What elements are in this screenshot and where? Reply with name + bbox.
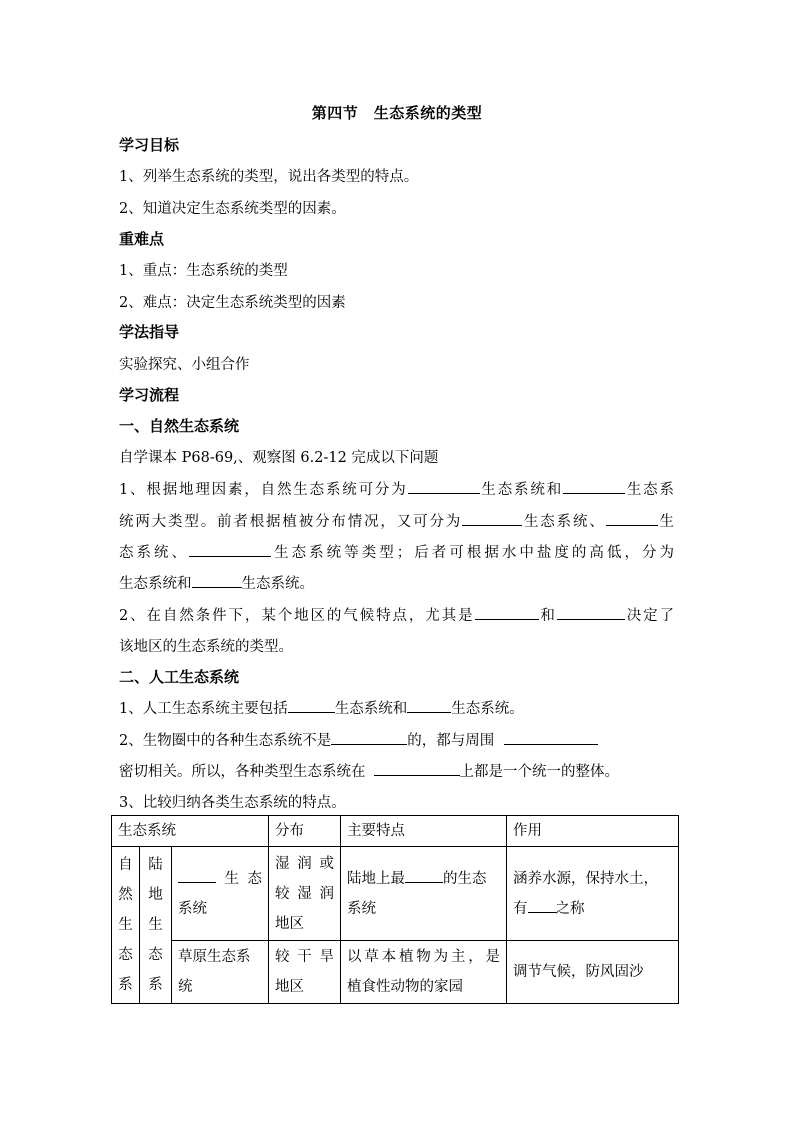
fill-blank[interactable]: [405, 868, 443, 883]
fill-blank[interactable]: [374, 761, 460, 776]
fill-blank[interactable]: [606, 511, 658, 526]
fill-blank[interactable]: [504, 730, 598, 745]
s1-q2-line1: 2、在自然条件下，某个地区的气候特点，尤其是 和 决定了: [119, 604, 674, 625]
fill-blank[interactable]: [189, 542, 271, 557]
s1-q1-line3: 态系统、 生态系统等类型；后者可根据水中盐度的高低，分为: [119, 541, 674, 562]
fill-blank[interactable]: [563, 479, 625, 494]
ecosystem-comparison-table: [111, 815, 679, 1004]
objective-item-1: 1、列举生态系统的类型，说出各类型的特点。: [119, 169, 419, 185]
cell-forest-features: 陆地上最 的生态 系统: [341, 847, 507, 941]
fill-blank[interactable]: [462, 511, 522, 526]
cell-grassland-features: 以草本植物为主，是 植食性动物的家园: [341, 941, 507, 1004]
fill-blank[interactable]: [557, 605, 625, 620]
cell-forest-name: 生态 系统: [172, 847, 269, 941]
key-points-heading: 重难点: [119, 230, 165, 248]
table-row: [112, 847, 679, 941]
fill-blank[interactable]: [528, 898, 556, 913]
section1-heading: 一、自然生态系统: [119, 417, 240, 435]
group-land-ecosystem: 陆 地 生 态 系: [140, 847, 172, 1004]
table-header-row: [112, 816, 679, 847]
header-features: 主要特点: [341, 816, 507, 847]
s2-q1: 1、人工生态系统主要包括 生态系统和 生态系统。: [119, 697, 524, 718]
method-heading: 学法指导: [119, 323, 180, 341]
method-text: 实验探究、小组合作: [119, 357, 250, 373]
fill-blank[interactable]: [192, 573, 242, 588]
cell-grassland-name: 草原生态系 统: [172, 941, 269, 1004]
section1-intro: 自学课本 P68-69,、观察图 6.2-12 完成以下问题: [119, 450, 439, 466]
fill-blank[interactable]: [475, 605, 539, 620]
header-function: 作用: [507, 816, 679, 847]
cell-grassland-distribution: 较干旱 地区: [269, 941, 341, 1004]
fill-blank[interactable]: [407, 698, 451, 713]
fill-blank[interactable]: [288, 698, 335, 713]
cell-grassland-function: 调节气候，防风固沙: [507, 941, 679, 1004]
header-distribution: 分布: [269, 816, 341, 847]
fill-blank[interactable]: [331, 730, 407, 745]
objectives-heading: 学习目标: [119, 136, 180, 154]
process-heading: 学习流程: [119, 386, 180, 404]
s1-q1-line2: 统两大类型。前者根据植被分布情况，又可分为 生态系统、 生: [119, 510, 674, 531]
fill-blank[interactable]: [178, 868, 216, 883]
s1-q2-line2: 该地区的生态系统的类型。: [119, 639, 293, 655]
s2-q3: 3、比较归纳各类生态系统的特点。: [119, 795, 346, 811]
section2-heading: 二、人工生态系统: [119, 668, 240, 686]
header-ecosystem: 生态系统: [112, 816, 269, 847]
cell-forest-distribution: 湿润或 较湿润 地区: [269, 847, 341, 941]
objective-item-2: 2、知道决定生态系统类型的因素。: [119, 201, 346, 217]
s2-q2-line1: 2、生物圈中的各种生态系统不是 的，都与周围: [119, 729, 598, 750]
group-natural-ecosystem: 自 然 生 态 系: [112, 847, 140, 1004]
page-title: 第四节 生态系统的类型: [311, 104, 483, 122]
cell-forest-function: 涵养水源，保持水土， 有 之称: [507, 847, 679, 941]
s1-q1-line1: 1、根据地理因素，自然生态系统可分为 生态系统和 生态系: [119, 478, 674, 499]
key-point-2: 2、难点：决定生态系统类型的因素: [119, 295, 346, 311]
table-row: [112, 941, 679, 1004]
s1-q1-line4: 生态系统和 生态系统。: [119, 572, 314, 593]
fill-blank[interactable]: [408, 479, 480, 494]
s2-q2-line2: 密切相关。所以，各种类型生态系统在 上都是一个统一的整体。: [119, 760, 619, 781]
key-point-1: 1、重点：生态系统的类型: [119, 263, 288, 279]
